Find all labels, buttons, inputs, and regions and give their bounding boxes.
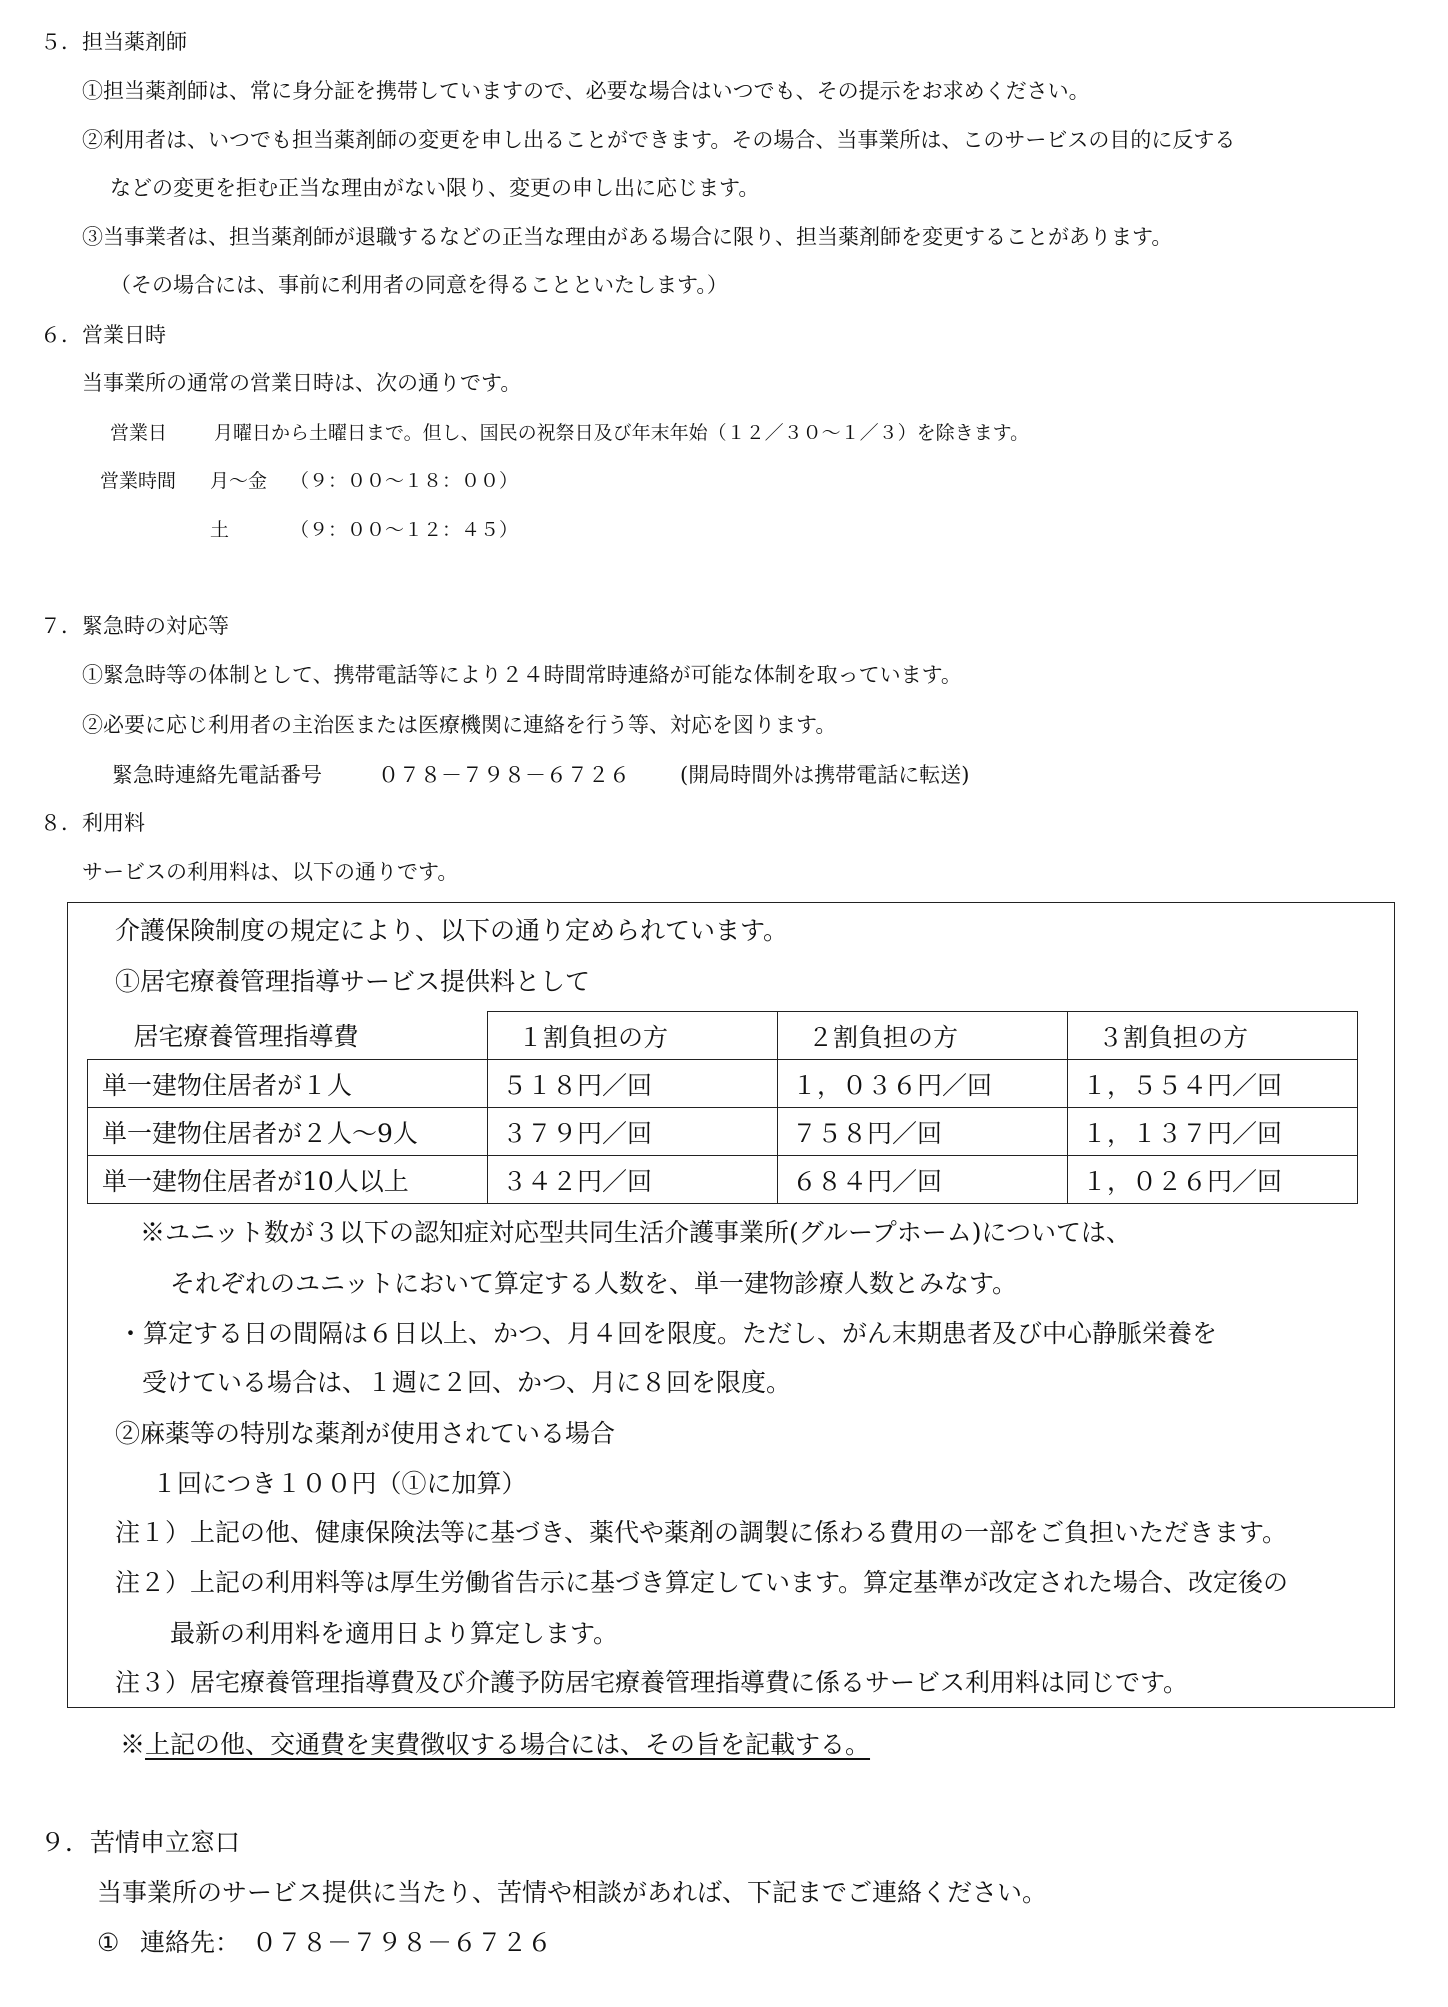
unit-note-2: それぞれのユニットにおいて算定する人数を、単一建物診療人数とみなす。: [170, 1269, 1018, 1298]
table-cell: ３７９円／回: [488, 1108, 778, 1156]
business-days-value: 月曜日から土曜日まで。但し、国民の祝祭日及び年末年始（１２／３０～１／３）を除きます。: [214, 422, 1030, 444]
s6-intro: 当事業所の通常の営業日時は、次の通りです。: [82, 371, 522, 395]
interval-note-1: ・算定する日の間隔は６日以上、かつ、月４回を限度。ただし、がん末期患者及び中心静脈栄養を: [118, 1319, 1218, 1348]
emergency-phone: ０７８－７９８－６７２６: [378, 763, 630, 787]
s5-line-1: ①担当薬剤師は、常に身分証を携帯していますので、必要な場合はいつでも、その提示をお求めください。: [82, 79, 1090, 103]
fee-box-intro: 介護保険制度の規定により、以下の通り定められています。: [115, 916, 789, 945]
transport-note-text: 上記の他、交通費を実費徴収する場合には、その旨を記載する。: [145, 1730, 871, 1759]
unit-note-1: ※ユニット数が３以下の認知症対応型共同生活介護事業所(グループホーム)については、: [140, 1218, 1132, 1247]
saturday-label: 土: [210, 519, 230, 541]
table-row: [88, 1156, 1358, 1204]
table-cell: ３４２円／回: [488, 1156, 778, 1204]
s7-line-2: ②必要に応じ利用者の主治医または医療機関に連絡を行う等、対応を図ります。: [82, 713, 837, 737]
table-cell: 単一建物住居者が10人以上: [88, 1156, 488, 1204]
fee-table-header: 居宅療養管理指導費: [88, 1012, 488, 1060]
contact-number-mark: ①: [97, 1928, 120, 1957]
contact-phone: ０７８－７９８－６７２６: [252, 1928, 553, 1957]
interval-note-2: 受けている場合は、１週に２回、かつ、月に８回を限度。: [142, 1368, 792, 1397]
table-row: [88, 1108, 1358, 1156]
fee-table-header: １割負担の方: [488, 1012, 778, 1060]
section-9-heading: ９．苦情申立窓口: [40, 1828, 241, 1857]
fee-table-header: ３割負担の方: [1068, 1012, 1358, 1060]
table-cell: １，０３６円／回: [778, 1060, 1068, 1108]
note-2-line-1: 注２）上記の利用料等は厚生労働省告示に基づき算定しています。算定基準が改定された場合、改定後の: [115, 1568, 1289, 1597]
table-cell: ７５８円／回: [778, 1108, 1068, 1156]
section-5-heading: ５．担当薬剤師: [40, 30, 187, 54]
weekday-hours: （９：００～１８：００）: [290, 470, 519, 492]
s5-line-5: （その場合には、事前に利用者の同意を得ることといたします。）: [110, 273, 728, 297]
note-3: 注３）居宅療養管理指導費及び介護予防居宅療養管理指導費に係るサービス利用料は同じです。: [115, 1668, 1189, 1697]
table-cell: 単一建物住居者が１人: [88, 1060, 488, 1108]
transport-note: [120, 1728, 870, 1762]
s5-line-2: ②利用者は、いつでも担当薬剤師の変更を申し出ることができます。その場合、当事業所は、このサービスの目的に反する: [82, 128, 1236, 152]
fee-table-header-row: [88, 1012, 1358, 1060]
emergency-phone-note: (開局時間外は携帯電話に転送): [680, 763, 970, 787]
table-row: [88, 1060, 1358, 1108]
s8-intro: サービスの利用料は、以下の通りです。: [82, 860, 459, 884]
s7-line-1: ①緊急時等の体制として、携帯電話等により２４時間常時連絡が可能な体制を取っています。: [82, 663, 962, 687]
s9-intro: 当事業所のサービス提供に当たり、苦情や相談があれば、下記までご連絡ください。: [97, 1878, 1048, 1907]
table-cell: １，１３７円／回: [1068, 1108, 1358, 1156]
fee-item-2-amount: １回につき１００円（①に加算）: [152, 1469, 527, 1498]
emergency-phone-label: 緊急時連絡先電話番号: [112, 763, 322, 787]
section-6-heading: ６．営業日時: [40, 323, 166, 347]
fee-table-header: ２割負担の方: [778, 1012, 1068, 1060]
s5-line-3: などの変更を拒む正当な理由がない限り、変更の申し出に応じます。: [110, 176, 760, 200]
table-cell: １，０２６円／回: [1068, 1156, 1358, 1204]
table-cell: ６８４円／回: [778, 1156, 1068, 1204]
saturday-hours: （９：００～１２：４５）: [290, 519, 519, 541]
s5-line-4: ③当事業者は、担当薬剤師が退職するなどの正当な理由がある場合に限り、担当薬剤師を変更することがあります。: [82, 225, 1173, 249]
business-days-label: 営業日: [110, 422, 168, 444]
weekday-label: 月～金: [210, 470, 268, 492]
fee-item-2: ②麻薬等の特別な薬剤が使用されている場合: [115, 1419, 616, 1448]
table-cell: ５１８円／回: [488, 1060, 778, 1108]
section-7-heading: ７．緊急時の対応等: [40, 614, 229, 638]
note-1: 注１）上記の他、健康保険法等に基づき、薬代や薬剤の調製に係わる費用の一部をご負担いただきます。: [115, 1518, 1288, 1547]
transport-note-mark: ※: [120, 1730, 146, 1759]
fee-table: [87, 1011, 1358, 1204]
section-8-heading: ８．利用料: [40, 811, 145, 835]
table-cell: １，５５４円／回: [1068, 1060, 1358, 1108]
contact-label: 連絡先：: [140, 1928, 241, 1957]
business-hours-label: 営業時間: [100, 470, 177, 492]
table-cell: 単一建物住居者が２人～9人: [88, 1108, 488, 1156]
note-2-line-2: 最新の利用料を適用日より算定します。: [170, 1619, 619, 1648]
fee-item-1: ①居宅療養管理指導サービス提供料として: [115, 967, 591, 996]
